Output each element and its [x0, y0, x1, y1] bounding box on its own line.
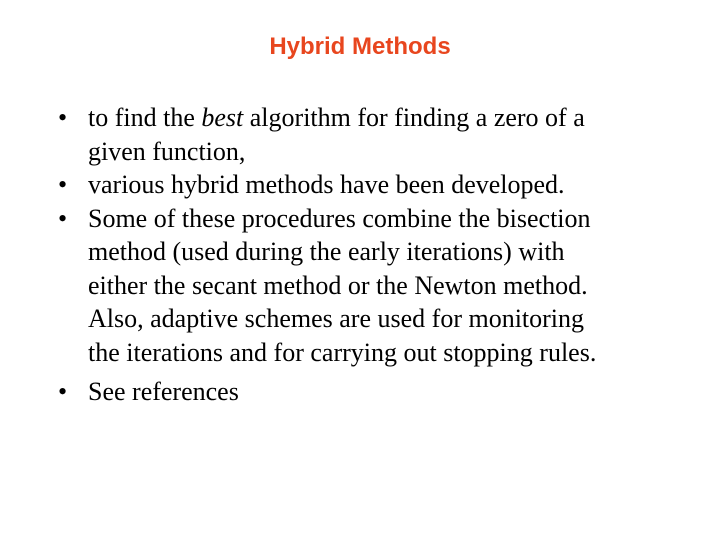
bullet-item — [58, 101, 698, 168]
bullet-item — [58, 168, 698, 202]
bullet-line: the iterations and for carrying out stopping rules. — [88, 337, 597, 367]
bullet-marker: • — [58, 377, 68, 406]
emphasized-text: best — [201, 103, 244, 132]
bullet-line: various hybrid methods have been developed. — [88, 170, 565, 199]
slide-title: Hybrid Methods — [269, 33, 451, 60]
bullet-line: method (used during the early iterations) with — [88, 237, 565, 266]
bullet-marker: • — [58, 170, 68, 199]
bullet-line — [88, 101, 698, 135]
bullet-line: See references — [88, 377, 239, 406]
bullet-item — [58, 375, 698, 409]
bullet-list — [58, 101, 698, 415]
bullet-marker: • — [58, 203, 68, 233]
bullet-marker: • — [58, 103, 68, 132]
text-run: algorithm for finding a zero of a — [243, 103, 585, 132]
bullet-line: either the secant method or the Newton method. — [88, 270, 588, 300]
text-run: to find the — [88, 103, 202, 132]
bullet-line: given function, — [88, 136, 246, 166]
bullet-item — [58, 202, 698, 370]
bullet-line: Also, adaptive schemes are used for monitoring — [88, 304, 585, 333]
bullet-line: Some of these procedures combine the bisection — [88, 203, 591, 233]
